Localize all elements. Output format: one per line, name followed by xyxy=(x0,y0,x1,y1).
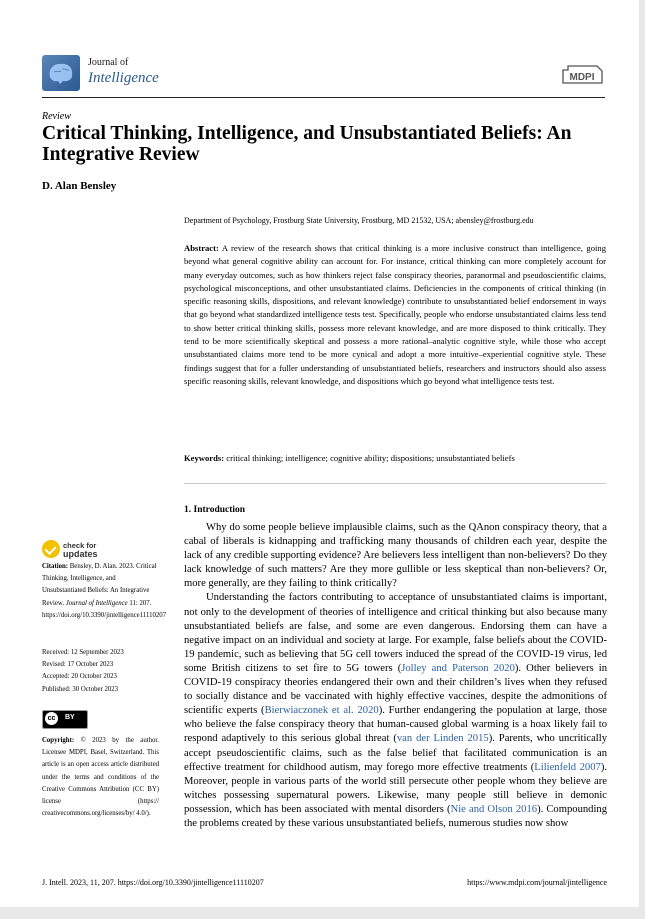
text-segment: ). Further endangering the population at large, those who believe the false conspiracy theory that human-caused global warming is a hoax likely fail to respond adaptively to this serious global threat ( xyxy=(184,705,607,745)
article-title: Critical Thinking, Intelligence, and Unsubstantiated Beliefs: An Integrative Review xyxy=(42,123,572,165)
journal-logo-icon xyxy=(42,55,80,91)
copyright-label: Copyright: xyxy=(42,737,75,744)
copyright-text: © 2023 by the author. Licensee MDPI, Basel, Switzerland. This article is an open access article distributed under the terms and conditions of the Creative Commons Attribution (CC BY) license (https:// creativecommons.org/licenses/by/ 4.0/). xyxy=(42,737,159,818)
keywords-text: critical thinking; intelligence; cognitive ability; dispositions; unsubstantiated beliefs xyxy=(226,453,515,463)
journal-of-label: Journal of xyxy=(88,57,129,68)
intro-paragraph-1: Why do some people believe implausible claims, such as the QAnon conspiracy theory, that a cabal of liberals is kidnapping and trafficking many thousands of children each year, despite the lack of any credible supporting evidence? Are believers less intelligent than non-believers? Do they lack knowledge of such matters? Are they more gullible or less skeptical than non-believers? Or, more generally, are they failing to think critically? xyxy=(184,522,607,590)
cc-by-license-icon[interactable] xyxy=(42,710,88,729)
citation-link-van-der-linden[interactable]: van der Linden 2015 xyxy=(396,733,489,745)
header-rule xyxy=(42,97,605,98)
text-segment: ). Other believers in COVID-19 conspiracy theories endangered their own and their children’s lives when they refused to socially distance and be vaccinated with highly effective vaccines, despite the admonitions of scientific experts ( xyxy=(184,662,607,717)
revised-date: Revised: 17 October 2023 xyxy=(42,661,114,669)
text-segment: ). Parents, who uncritically accept pseudoscientific claims, such as the false belief that facilitated communication is an effective treatment for childhood autism, may forego more effective treatments ( xyxy=(184,733,607,773)
check-for-updates-label-bold[interactable]: updates xyxy=(63,549,98,559)
received-date: Received: 12 September 2023 xyxy=(42,649,124,656)
keywords xyxy=(184,453,606,463)
mdpi-logo-text: MDPI xyxy=(569,72,595,83)
author-affiliation: Department of Psychology, Frostburg State University, Frostburg, MD 21532, USA; abensley@frostburg.edu xyxy=(184,216,534,225)
cc-icon: cc xyxy=(45,712,58,725)
citation-label: Citation: xyxy=(42,563,69,570)
mdpi-logo-icon xyxy=(561,64,604,84)
text-segment: ). Compounding the problems created by these various unsubstantiated beliefs, numerous studies now show xyxy=(184,803,607,829)
keywords-label: Keywords: xyxy=(184,453,225,463)
page-frame-right xyxy=(639,0,645,919)
citation-link-nie-olson[interactable]: Nie and Olson 2016 xyxy=(450,803,538,815)
footer-journal-url[interactable]: https://www.mdpi.com/journal/jintelligence xyxy=(467,878,607,887)
journal-name: Intelligence xyxy=(88,70,159,86)
intro-paragraph-2 xyxy=(184,591,607,831)
dates-block xyxy=(42,647,159,696)
citation-doi[interactable]: 11: 207. https://doi.org/10.3390/jintelligence11110207 xyxy=(42,599,167,619)
by-icon: BY xyxy=(65,714,75,721)
copyright-block xyxy=(42,735,159,820)
check-for-updates-icon[interactable] xyxy=(42,540,60,558)
citation-link-bierwiaczonek[interactable]: Bierwiaczonek et al. 2020 xyxy=(264,705,379,717)
text-segment: Understanding the factors contributing to acceptance of unsubstantiated claims is important, not only to the development of theories of intelligence and critical thinking but also because many unsubstantiated beliefs are false, and some are even dangerous. Endorsing them can have a negative impact on an individual and society at large. For example, false beliefs about the COVID-19 pandemic, such as believing that 5G cell towers induced the spread of the COVID-19 virus, led some British citizens to set fire to 5G towers ( xyxy=(184,592,607,674)
abstract-text: A review of the research shows that critical thinking is a more inclusive construct than intelligence, going beyond what general cognitive ability can account for. For instance, critical thinking can more completely account for many everyday outcomes, such as how thinkers reject false conspiracy theories, paranormal and pseudoscientific claims, psychological misconceptions, and other unsubstantiated claims. Deficiencies in the components of critical thinking (in specific reasoning skills, dispositions, and relevant knowledge) contribute to unsubstantiated belief endorsement in ways that go beyond what standardized intelligence tests test. Specifically, people who endorse unsubstantiated claims less tend to show better critical thinking skills, possess more relevant knowledge, and are more disposed to think critically. They tend to be more scientifically skeptical and possess a more rational–analytic cognitive style, while those who accept unsubstantiated claims more tend to be more cynical and adopt a more intuitive–experiential cognitive style. These findings suggest that for a fuller understanding of unsubstantiated beliefs, researchers and instructors should also assess specific reasoning skills, relevant knowledge, and dispositions which go beyond what intelligence tests test. xyxy=(184,243,606,386)
published-date: Published: 30 October 2023 xyxy=(42,685,119,693)
article-type: Review xyxy=(42,111,71,122)
citation-link-jolley[interactable]: Jolley and Paterson 2020 xyxy=(401,662,515,674)
citation-link-lilienfeld[interactable]: Lilienfeld 2007 xyxy=(534,761,601,773)
abstract-label: Abstract: xyxy=(184,243,219,253)
check-for-updates-label[interactable]: check for xyxy=(63,541,97,550)
citation-block xyxy=(42,561,167,622)
section-divider xyxy=(184,483,606,484)
citation-text: Bensley, D. Alan. 2023. Critical Thinking, Intelligence, and Unsubstantiated Beliefs: An Integrative Review. xyxy=(42,563,157,607)
author-name: D. Alan Bensley xyxy=(42,180,117,192)
accepted-date: Accepted: 20 October 2023 xyxy=(42,673,117,681)
footer-citation[interactable]: J. Intell. 2023, 11, 207. https://doi.org/10.3390/jintelligence11110207 xyxy=(42,878,264,887)
text-segment: ). Moreover, people in various parts of the world still persecute other people whom they believe are witches possessing supernatural powers. Likewise, many people still believe in demonic possession, which has been associated with mental disorders ( xyxy=(184,761,608,815)
introduction-body xyxy=(184,521,607,831)
abstract xyxy=(184,242,606,388)
page-frame-bottom xyxy=(0,907,645,919)
section-heading: 1. Introduction xyxy=(184,505,246,515)
citation-journal: Journal of Intelligence xyxy=(65,599,128,607)
